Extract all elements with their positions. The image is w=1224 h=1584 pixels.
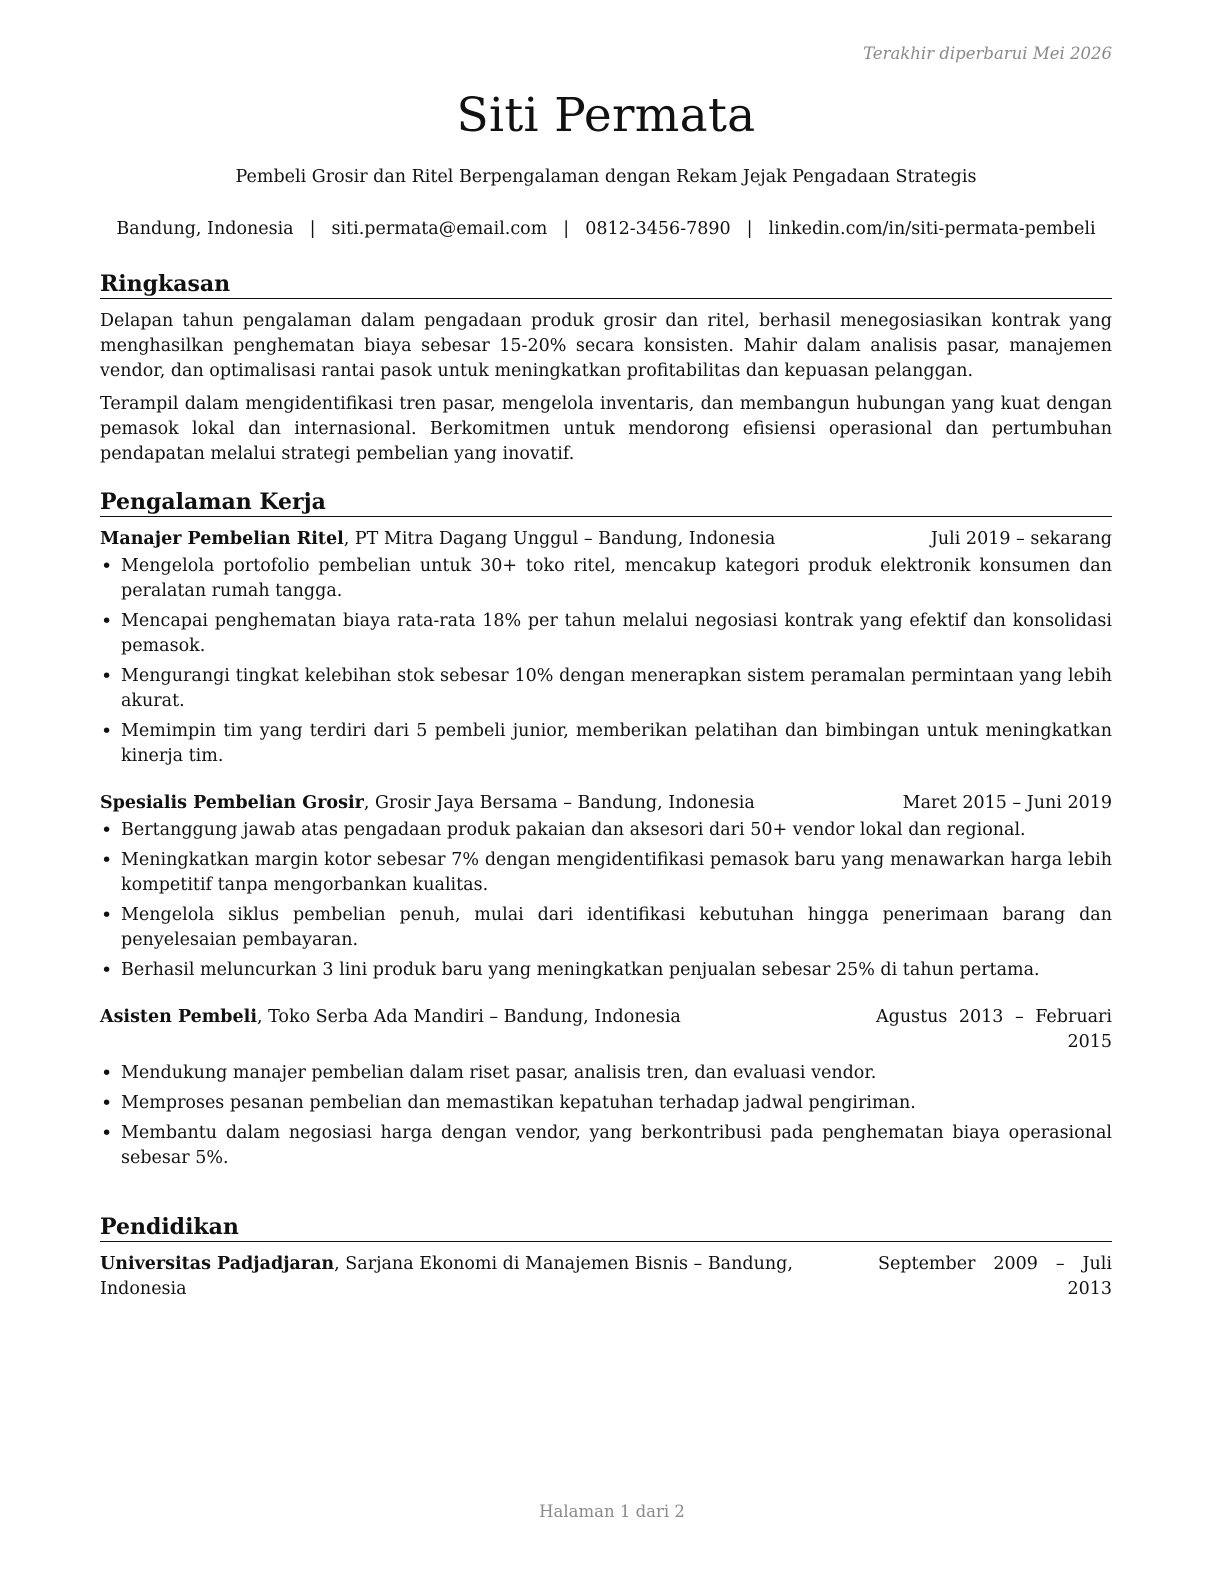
education-dates: September 2009 – Juli 2013: [878, 1254, 1112, 1299]
job-bullets: [100, 554, 1112, 769]
person-name: Siti Permata: [456, 88, 756, 143]
job-org: , Toko Serba Ada Mandiri – Bandung, Indonesia: [256, 1007, 681, 1027]
list-item: • Mengurangi tingkat kelebihan stok sebesar 10% dengan menerapkan sistem peramalan permintaan yang lebih akurat.: [100, 664, 1112, 714]
job-org: , PT Mitra Dagang Unggul – Bandung, Indonesia: [343, 529, 776, 549]
list-item: • Memproses pesanan pembelian dan memastikan kepatuhan terhadap jadwal pengiriman.: [100, 1091, 1112, 1116]
job-dates: Agustus 2013 – Februari 2015: [876, 1007, 1112, 1052]
contact-phone: 0812-3456-7890: [585, 219, 731, 239]
list-item: • Membantu dalam negosiasi harga dengan vendor, yang berkontribusi pada penghematan biaya operasional sebesar 5%.: [100, 1121, 1112, 1171]
list-item: • Meningkatkan margin kotor sebesar 7% dengan mengidentifikasi pemasok baru yang menawarkan harga lebih kompetitif tanpa mengorbankan kualitas.: [100, 848, 1112, 898]
job-bullets: [100, 1061, 1112, 1171]
education-entry: [100, 1252, 1112, 1302]
list-item: • Berhasil meluncurkan 3 lini produk baru yang meningkatkan penjualan sebesar 25% di tahun pertama.: [100, 958, 1112, 983]
list-item: • Mendukung manajer pembelian dalam riset pasar, analisis tren, dan evaluasi vendor.: [100, 1061, 1112, 1086]
list-item: • Mencapai penghematan biaya rata-rata 18% per tahun melalui negosiasi kontrak yang efektif dan konsolidasi pemasok.: [100, 609, 1112, 659]
contact-linkedin[interactable]: linkedin.com/in/siti-permata-pembeli: [768, 219, 1096, 239]
section-title: Ringkasan: [100, 271, 1112, 299]
job-bullets: [100, 818, 1112, 983]
contact-separator: |: [309, 219, 316, 239]
list-item: • Mengelola portofolio pembelian untuk 30+ toko ritel, mencakup kategori produk elektronik konsumen dan peralatan rumah tangga.: [100, 554, 1112, 604]
job-dates: Juli 2019 – sekarang: [930, 529, 1112, 549]
job-org: , Grosir Jaya Bersama – Bandung, Indonesia: [363, 793, 755, 813]
contact-email[interactable]: siti.permata@email.com: [331, 219, 548, 239]
job-role: Spesialis Pembelian Grosir: [100, 793, 364, 813]
summary-paragraph: Terampil dalam mengidentifikasi tren pasar, mengelola inventaris, dan membangun hubungan yang kuat dengan pemasok lokal dan internasional. Berkomitmen untuk mendorong efisiensi operasional dan pertumbuhan pendapatan melalui strategi pembelian yang inovatif.: [100, 394, 1112, 464]
degree-detail: , Sarjana Ekonomi di Manajemen Bisnis – Bandung, Indonesia: [100, 1254, 793, 1299]
job-header: [100, 791, 1112, 816]
section-title: Pengalaman Kerja: [100, 489, 1112, 517]
list-item: • Bertanggung jawab atas pengadaan produk pakaian dan aksesori dari 50+ vendor lokal dan regional.: [100, 818, 1112, 843]
job-role: Asisten Pembeli: [100, 1007, 257, 1027]
last-updated: Terakhir diperbarui Mei 2026: [863, 44, 1112, 63]
experience-section: [100, 489, 1112, 1193]
contact-separator: |: [746, 219, 753, 239]
summary-paragraph: Delapan tahun pengalaman dalam pengadaan produk grosir dan ritel, berhasil menegosiasikan kontrak yang menghasilkan penghematan biaya sebesar 15-20% secara konsisten. Mahir dalam analisis pasar, manajemen vendor, dan optimalisasi rantai pasok untuk meningkatkan profitabilitas dan kepuasan pelanggan.: [100, 311, 1112, 381]
contact-location: Bandung, Indonesia: [116, 219, 294, 239]
job-header: [100, 1005, 1112, 1055]
job-entry: [100, 1005, 1112, 1171]
tagline: Pembeli Grosir dan Ritel Berpengalaman dengan Rekam Jejak Pengadaan Strategis: [235, 167, 977, 187]
summary-section: [100, 271, 1112, 475]
contact-separator: |: [563, 219, 570, 239]
contact-line: [100, 219, 1112, 239]
job-entry: [100, 791, 1112, 983]
list-item: • Mengelola siklus pembelian penuh, mulai dari identifikasi kebutuhan hingga penerimaan barang dan penyelesaian pembayaran.: [100, 903, 1112, 953]
job-header: [100, 527, 1112, 552]
section-title: Pendidikan: [100, 1214, 1112, 1242]
job-dates: Maret 2015 – Juni 2019: [902, 793, 1112, 813]
school-name: Universitas Padjadjaran: [100, 1254, 335, 1274]
page-number: Halaman 1 dari 2: [539, 1502, 685, 1521]
job-role: Manajer Pembelian Ritel: [100, 529, 344, 549]
job-entry: [100, 527, 1112, 769]
list-item: • Memimpin tim yang terdiri dari 5 pembeli junior, memberikan pelatihan dan bimbingan untuk meningkatkan kinerja tim.: [100, 719, 1112, 769]
education-section: [100, 1214, 1112, 1302]
